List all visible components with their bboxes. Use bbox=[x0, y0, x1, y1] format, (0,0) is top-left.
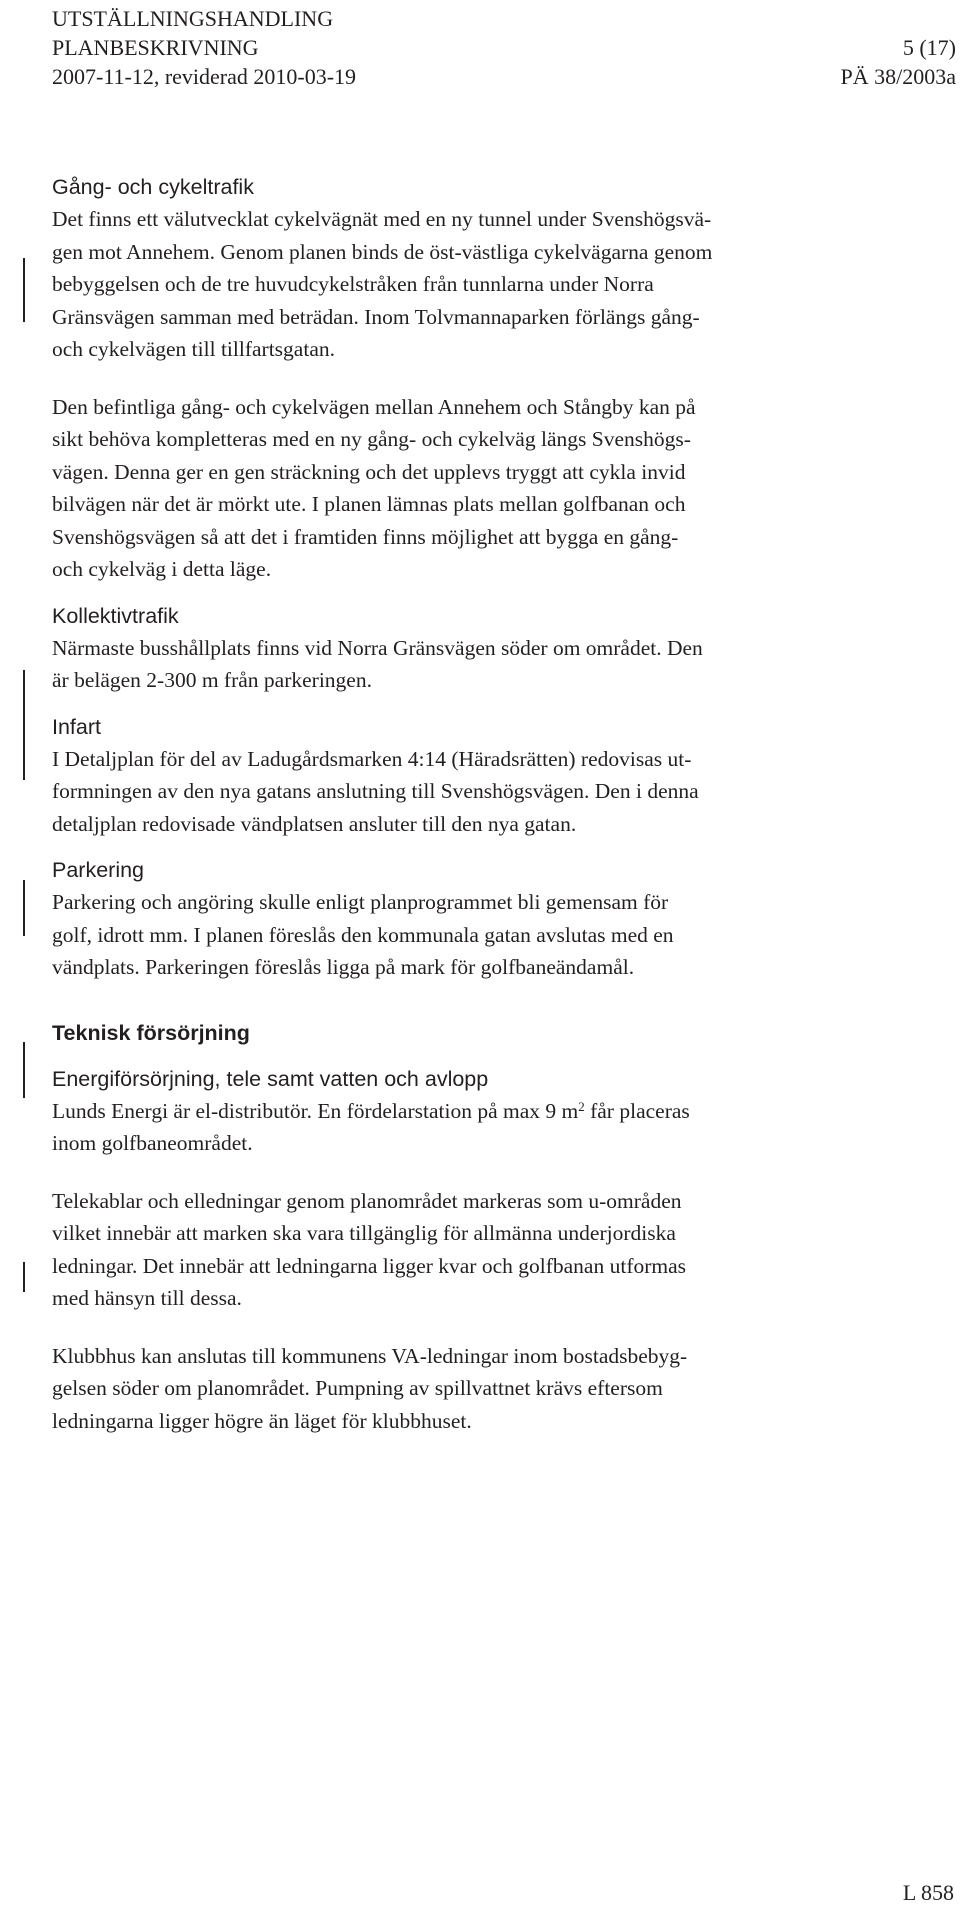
text-line: och cykelvägen till tillfartsgatan. bbox=[52, 337, 335, 361]
section-heading: Gång- och cykeltrafik bbox=[52, 175, 254, 199]
text-line: ledningarna ligger högre än läget för klubbhuset. bbox=[52, 1408, 472, 1433]
text-line: sikt behöva kompletteras med en ny gång- och cykelväg längs Svenshögs- bbox=[52, 427, 691, 451]
text-line: detaljplan redovisade vändplatsen ansluter till den nya gatan. bbox=[52, 811, 577, 836]
paragraph bbox=[52, 1340, 942, 1438]
text-line: I Detaljplan för del av Ladugårdsmarken 4:14 (Häradsrätten) redovisas ut- bbox=[52, 746, 692, 771]
text-line: vilket innebär att marken ska vara tillgänglig för allmänna underjordiska bbox=[52, 1221, 676, 1245]
text-line: och cykelväg i detta läge. bbox=[52, 557, 272, 581]
document-date: 2007-11-12, reviderad 2010-03-19 bbox=[52, 64, 357, 89]
text-line: Klubbhus kan anslutas till kommunens VA-ledningar inom bostadsbebyg- bbox=[52, 1343, 688, 1368]
section-parkering bbox=[52, 854, 942, 984]
paragraph bbox=[52, 743, 942, 841]
paragraph bbox=[52, 886, 942, 984]
superscript: 2 bbox=[578, 1098, 585, 1114]
page-footer-code: L 858 bbox=[902, 1880, 954, 1905]
text-line: inom golfbaneområdet. bbox=[52, 1131, 253, 1155]
text-line: Den befintliga gång- och cykelvägen mellan Annehem och Stångby kan på bbox=[52, 394, 696, 419]
paragraph bbox=[52, 1095, 942, 1160]
text-line: Närmaste busshållplats finns vid Norra Gränsvägen söder om området. Den bbox=[52, 635, 703, 660]
revision-bar bbox=[23, 880, 25, 936]
paragraph bbox=[52, 391, 942, 586]
text-line: med hänsyn till dessa. bbox=[52, 1286, 242, 1310]
text-line: får placeras bbox=[584, 1098, 690, 1123]
paragraph bbox=[52, 1185, 942, 1315]
revision-bar bbox=[23, 1042, 25, 1098]
text-line: formningen av den nya gatans anslutning till Svenshögsvägen. Den i denna bbox=[52, 779, 699, 803]
text-line: Telekablar och elledningar genom planområdet markeras som u-områden bbox=[52, 1188, 682, 1213]
section-heading: Parkering bbox=[52, 858, 145, 882]
document-status: UTSTÄLLNINGSHANDLING bbox=[52, 6, 334, 31]
text-line: golf, idrott mm. I planen föreslås den kommunala gatan avslutas med en bbox=[52, 922, 674, 947]
text-line: bilvägen när det är mörkt ute. I planen lämnas plats mellan golfbanan och bbox=[52, 492, 686, 516]
paragraph bbox=[52, 203, 942, 366]
text-line: gen mot Annehem. Genom planen binds de öst-västliga cykelvägarna genom bbox=[52, 239, 713, 264]
text-line: Gränsvägen samman med beträdan. Inom Tolvmannaparken förlängs gång- bbox=[52, 304, 700, 329]
document-type: PLANBESKRIVNING bbox=[52, 35, 259, 60]
text-line: bebyggelsen och de tre huvudcykelstråken från tunnlarna under Norra bbox=[52, 272, 654, 296]
revision-bar bbox=[23, 258, 25, 322]
section-heading: Energiförsörjning, tele samt vatten och avlopp bbox=[52, 1066, 489, 1091]
text-line: Svenshögsvägen så att det i framtiden finns möjlighet att bygga en gång- bbox=[52, 524, 679, 549]
section-kollektivtrafik bbox=[52, 600, 942, 697]
text-line: Parkering och angöring skulle enligt planprogrammet bli gemensam för bbox=[52, 890, 669, 914]
page-header bbox=[52, 4, 956, 91]
text-line: Det finns ett välutvecklat cykelvägnät med en ny tunnel under Svenshögsvä- bbox=[52, 207, 712, 231]
section-heading: Kollektivtrafik bbox=[52, 603, 179, 628]
text-line: vägen. Denna ger en gen sträckning och det upplevs tryggt att cykla invid bbox=[52, 459, 686, 484]
chapter-heading: Teknisk försörjning bbox=[52, 1020, 250, 1045]
section-heading: Infart bbox=[52, 714, 101, 739]
section-gang-cykeltrafik bbox=[52, 171, 942, 586]
text-line: vändplats. Parkeringen föreslås ligga på mark för golfbaneändamål. bbox=[52, 955, 635, 979]
document-reference: PÄ 38/2003a bbox=[840, 64, 956, 89]
page-content bbox=[52, 171, 942, 1437]
text-line: Lunds Energi är el-distributör. En fördelarstation på max 9 m bbox=[52, 1098, 579, 1123]
section-energiforsorjning bbox=[52, 1063, 942, 1438]
revision-bar bbox=[23, 670, 25, 780]
section-infart bbox=[52, 711, 942, 841]
text-line: är belägen 2-300 m från parkeringen. bbox=[52, 668, 372, 692]
page-number: 5 (17) bbox=[902, 35, 956, 60]
paragraph bbox=[52, 632, 942, 697]
text-line: ledningar. Det innebär att ledningarna ligger kvar och golfbanan utformas bbox=[52, 1253, 687, 1278]
revision-bar bbox=[23, 1262, 25, 1292]
text-line: gelsen söder om planområdet. Pumpning av spillvattnet krävs eftersom bbox=[52, 1376, 663, 1400]
